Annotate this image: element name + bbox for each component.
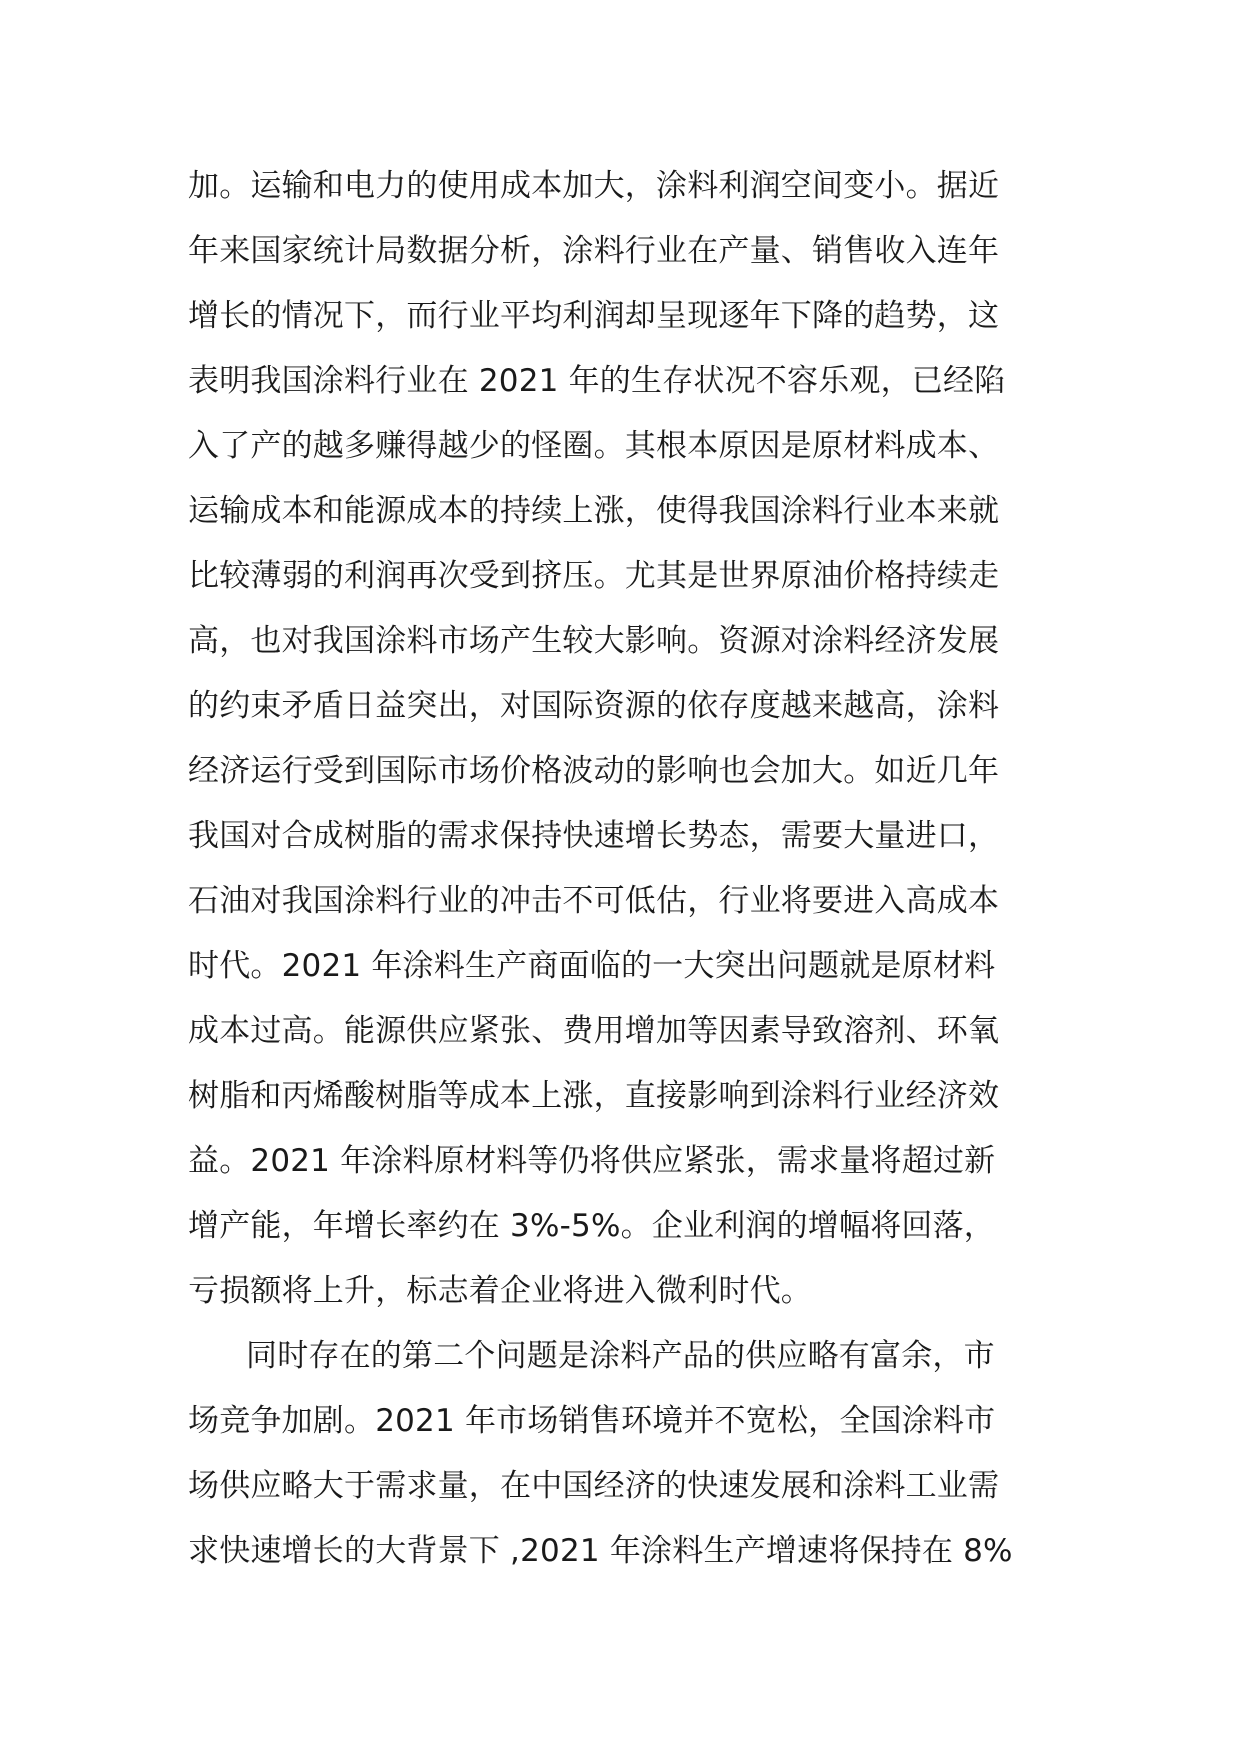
text-line: 表明我国涂料行业在 2021 年的生存状况不容乐观，已经陷 — [188, 363, 1006, 399]
text-line: 成本过高。能源供应紧张、费用增加等因素导致溶剂、环氧 — [188, 1013, 1000, 1049]
text-line: 增长的情况下，而行业平均利润却呈现逐年下降的趋势，这 — [188, 298, 1000, 334]
text-line: 益。2021 年涂料原材料等仍将供应紧张，需求量将超过新 — [188, 1143, 996, 1179]
text-line: 高，也对我国涂料市场产生较大影响。资源对涂料经济发展 — [188, 623, 1000, 659]
text-line: 经济运行受到国际市场价格波动的影响也会加大。如近几年 — [188, 753, 1000, 789]
text-line: 运输成本和能源成本的持续上涨，使得我国涂料行业本来就 — [188, 493, 1000, 529]
text-line: 入了产的越多赚得越少的怪圈。其根本原因是原材料成本、 — [188, 428, 1000, 464]
text-line: 求快速增长的大背景下 ,2021 年涂料生产增速将保持在 8% — [188, 1533, 1013, 1569]
text-line: 的约束矛盾日益突出，对国际资源的依存度越来越高，涂料 — [188, 688, 1000, 724]
text-line: 年来国家统计局数据分析，涂料行业在产量、销售收入连年 — [188, 233, 1000, 269]
text-line: 比较薄弱的利润再次受到挤压。尤其是世界原油价格持续走 — [188, 558, 1000, 594]
paragraph-start-line: 同时存在的第二个问题是涂料产品的供应略有富余，市 — [246, 1338, 995, 1374]
text-line: 树脂和丙烯酸树脂等成本上涨，直接影响到涂料行业经济效 — [188, 1078, 1000, 1114]
text-line: 我国对合成树脂的需求保持快速增长势态，需要大量进口， — [188, 818, 1000, 854]
text-line: 增产能，年增长率约在 3%-5%。企业利润的增幅将回落， — [188, 1208, 995, 1244]
text-line: 场竞争加剧。2021 年市场销售环境并不宽松，全国涂料市 — [188, 1403, 996, 1439]
text-line: 石油对我国涂料行业的冲击不可低估，行业将要进入高成本 — [188, 883, 1000, 919]
text-line: 时代。2021 年涂料生产商面临的一大突出问题就是原材料 — [188, 948, 996, 984]
text-line: 场供应略大于需求量，在中国经济的快速发展和涂料工业需 — [188, 1468, 1000, 1504]
text-line: 加。运输和电力的使用成本加大，涂料利润空间变小。据近 — [188, 168, 1000, 204]
body-text — [188, 154, 1058, 1584]
text-line: 亏损额将上升，标志着企业将进入微利时代。 — [188, 1273, 812, 1309]
